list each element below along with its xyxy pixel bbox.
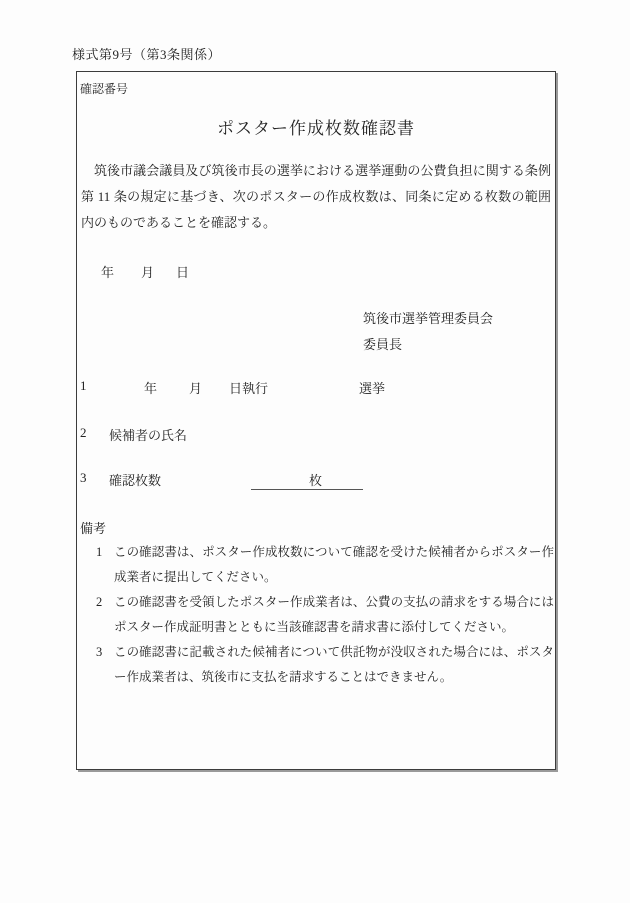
item1-month-label: 月 <box>189 381 203 396</box>
item3-label: 確認枚数 <box>109 473 162 488</box>
remarks-list <box>77 540 554 690</box>
document-title: ポスター作成枚数確認書 <box>217 119 415 138</box>
issuer-organization: 筑後市選挙管理委員会 <box>363 311 494 326</box>
remark-text: この確認書は、ポスター作成枚数について確認を受けた候補者からポスター作成業者に提出してください。 <box>114 545 554 584</box>
form-box <box>76 71 556 770</box>
remark-number: 2 <box>96 595 103 609</box>
remarks-label: 備考 <box>80 521 107 536</box>
item1-year-label: 年 <box>144 381 158 396</box>
item3-quantity-blank-line <box>251 470 363 490</box>
item1-election-label: 選挙 <box>359 381 386 396</box>
remark-number: 3 <box>96 645 103 659</box>
date-day-label: 日 <box>176 265 190 280</box>
date-month-label: 月 <box>141 265 155 280</box>
issuer-chairperson: 委員長 <box>363 337 403 352</box>
remark-item <box>77 640 554 690</box>
remark-text: この確認書を受領したポスター作成業者は、公費の支払の請求をする場合にはポスター作成証明書とともに当該確認書を請求書に添付してください。 <box>114 595 554 634</box>
body-paragraph: 筑後市議会議員及び筑後市長の選挙における選挙運動の公費負担に関する条例第 11 条の規定に基づき、次のポスターの作成枚数は、同条に定める枚数の範囲内のものであることを確認する。 <box>81 163 551 230</box>
item2-number: 2 <box>80 425 87 440</box>
item2-label: 候補者の氏名 <box>109 428 188 443</box>
item3-unit-label: 枚 <box>309 473 323 488</box>
item1-number: 1 <box>80 378 87 393</box>
confirmation-number-label: 確認番号 <box>80 82 129 96</box>
item1-day-executed-label: 日執行 <box>229 381 269 396</box>
date-year-label: 年 <box>101 265 115 280</box>
remark-number: 1 <box>96 545 103 559</box>
remark-item <box>77 540 554 590</box>
remark-text: この確認書に記載された候補者について供託物が没収された場合には、ポスター作成業者は、筑後市に支払を請求することはできません。 <box>114 645 554 684</box>
form-code: 様式第9号（第3条関係） <box>72 47 222 62</box>
remark-item <box>77 590 554 640</box>
item3-number: 3 <box>80 470 87 485</box>
